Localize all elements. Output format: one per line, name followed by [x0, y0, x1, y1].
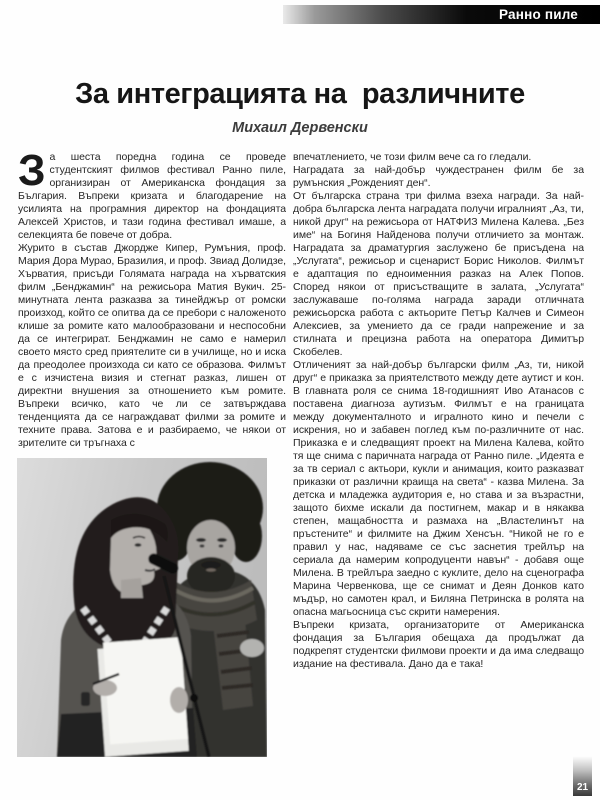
section-header-bar — [283, 5, 600, 24]
left-column — [18, 151, 286, 457]
paragraph: Въпреки кризата, организаторите от Американска фондация за България обещаха да продължат да подкрепят студентски филмови проекти и да има следващо издание на фестивала. Дано да е така! — [293, 619, 584, 670]
page-number-bar — [573, 756, 592, 796]
festival-photo — [17, 458, 267, 757]
paragraph: Отличеният за най-добър български филм „Аз, ти, никой друг“ е приказка за приятелството между дете аутист и кон. В главната роля се снима 18-годишният Иво Атанасов с поставена диагноза аутизъм. Филмът е на границата между документалното и игралното кино и печели с искрения, но и забавен поглед към по-различните от нас. Приказка е и следващият проект на Милена Калева, който тя ще снима с паричната награда от Ранно пиле. „Идеята е за тв сериал с актьори, кукли и анимация, които разказват приказки от различни краища на света“ - казва Милена. За детска и младежка аудитория е, но става и за възрастни, защото бихме искали да постигнем, макар и в някаква степен, мащабността и размаха на „Властелинът на пръстените“ и филмите на Джим Хенсън. “Никой не го е правил у нас, надяваме се със заснетия трейлър на сериала да намерим копродуценти навън“ - добавя още Милена. В трейлъра заедно с куклите, дело на сценографа Марина Червенкова, ще се снимат и Деян Донков като мъдър, но самотен крал, и Биляна Петринска в ролята на опасна магьосница със скрити намерения. — [293, 359, 584, 618]
article-title: За интеграцията на различните — [75, 78, 525, 110]
section-title: Ранно пиле — [499, 7, 578, 22]
paragraph: От българска страна три филма взеха награди. За най-добра българска лента наградата получи игралният „Аз, ти, никой друг“ на режисьора от НАТФИЗ Милена Калева. „Без име“ на Богиня Найденова получи отличието за монтаж. Наградата за драматургия заслужено бе присъдена на „Услугата“, режисьор и сценарист Борис Николов. Филмът е адаптация по едноименния разказ на Алек Попов. Според някои от присъстващите в залата, „Услугата“ заслужаваше по-голяма награда заради отличната режисьорска работа с актьорите Петър Калчев и Симеон Алексиев, за умението да се гради напрежение и за стилната и прецизна работа на оператора Димитър Скобелев. — [293, 190, 584, 358]
article-byline: Михаил Дервенски — [232, 120, 368, 136]
paragraph: впечатлението, че този филм вече са го гледали. — [293, 151, 532, 163]
paragraph-text: а шеста поредна година се проведе студентският филмов фестивал Ранно пиле, организиран от Американска фондация за България. Въпреки кризата и благодарение на усилията на програмния директор на фондацията Алексей Христов, и тази година фестивал имаше, а селекцията бе повече от добра. — [18, 151, 286, 241]
right-column — [293, 151, 584, 763]
drop-cap: З — [18, 151, 46, 195]
paragraph: Наградата за най-добър чуждестранен филм бе за румънския „Рожденият ден“. — [293, 164, 584, 189]
photo-illustration — [17, 458, 267, 757]
page-number: 21 — [576, 782, 589, 793]
paragraph — [18, 151, 286, 242]
paragraph: Журито в състав Джордже Кипер, Румъния, проф. Мария Дора Мурао, Бразилия, и проф. Звиад Долидзе, Хърватия, присъди Голямата награда на хърватския филм „Бенджамин“ на режисьора Матия Вукич. 25-минутната лента разказва за тинейджър от ромски произход, който се опитва да се пребори с наложеното клише за ромите като малообразовани и неспособни да се интегрират. Бенджамин не само е намерил своето място сред приятелите си в училище, но и иска да преодолее произхода си като се образова. Филмът е с изчистена визия и стегнат разказ, лишен от директни внушения за отношението към ромите. Въпреки всичко, като че ли се затвърждава тенденцията да се награждават филми за ромите и техните права. Затова е и разбираемо, че някои от зрителите си тръгнаха с — [18, 242, 286, 449]
